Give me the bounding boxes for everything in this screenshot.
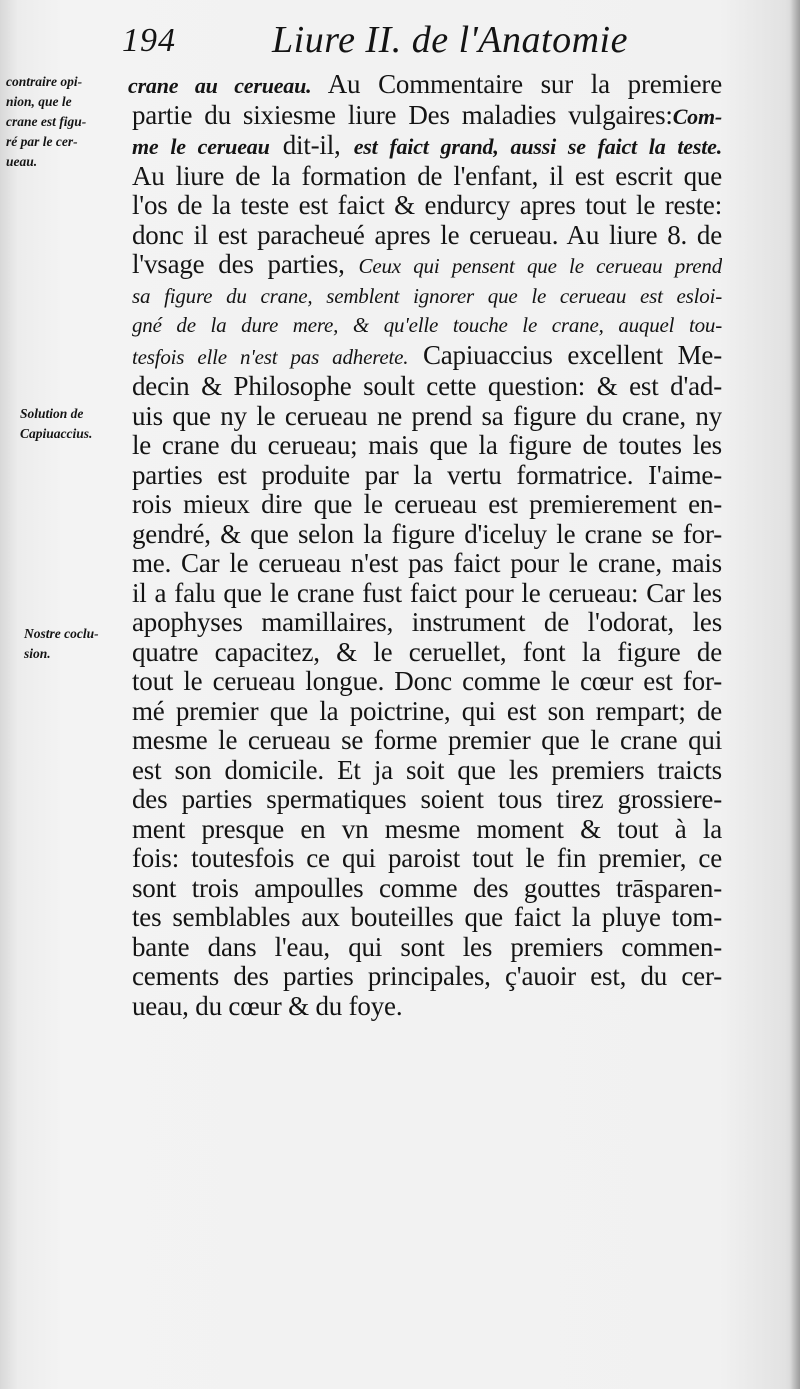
- margin-note-line: ueau.: [6, 154, 38, 169]
- margin-note-solution: [20, 404, 142, 444]
- body-text: [128, 70, 722, 1021]
- text-line: mé premier que la poictrine, qui est son rempart; de: [132, 696, 722, 726]
- text-line: mesme le cerueau se forme premier que le crane qui: [132, 726, 722, 755]
- margin-note-line: ré par le cer-: [6, 134, 78, 149]
- text-line: des parties spermatiques soient tous tirez grossiere-: [132, 785, 722, 814]
- text-line: quatre capacitez, & le ceruellet, font la figure de: [132, 637, 722, 667]
- text-run: dit-il,: [269, 131, 354, 160]
- text-line: [132, 101, 722, 132]
- text-run: partie du sixiesme liure Des maladies vulgaires:: [132, 100, 673, 130]
- text-line: est son domicile. Et ja soit que les premiers traicts: [132, 755, 722, 785]
- margin-note-line: Capiuaccius.: [20, 426, 93, 441]
- text-run: l'vsage des parties,: [132, 250, 359, 279]
- margin-notes: [0, 0, 130, 1389]
- text-line: sa figure du crane, semblent ignorer que le cerueau est esloi-: [132, 283, 722, 308]
- text-line: rois mieux dire que le cerueau est premierement en-: [132, 490, 722, 519]
- text-line: gné de la dure mere, & qu'elle touche le crane, auquel tou-: [132, 313, 722, 337]
- text-run: Au Commentaire sur la premiere: [311, 70, 722, 99]
- text-run: me le cerueau: [132, 134, 270, 159]
- text-line: parties est produite par la vertu formatrice. I'aime-: [132, 460, 722, 490]
- text-line: il a falu que le crane fust faict pour le cerueau: Car les: [132, 578, 722, 608]
- text-run: Ceux qui pensent que le cerueau prend: [358, 254, 722, 278]
- text-line: [132, 131, 722, 162]
- text-line: uis que ny le cerueau ne prend sa figure du crane, ny: [132, 401, 722, 431]
- text-run: Com-: [672, 103, 722, 129]
- margin-note-line: contraire opi-: [6, 74, 83, 89]
- text-line: l'os de la teste est faict & endurcy apres tout le reste:: [132, 191, 722, 220]
- text-run: tesfois elle n'est pas adherete.: [132, 344, 409, 369]
- margin-note-line: nion, que le: [6, 94, 72, 109]
- text-line: tes semblables aux bouteilles que faict la pluye tom-: [132, 903, 722, 932]
- text-line: Au liure de la formation de l'enfant, il est escrit que: [132, 161, 722, 191]
- text-line: sont trois ampoulles comme des gouttes trāsparen-: [132, 873, 722, 903]
- page-number: 194: [122, 22, 176, 59]
- margin-note-line: sion.: [24, 646, 51, 661]
- text-run: crane au cerueau.: [128, 73, 312, 98]
- text-line: le crane du cerueau; mais que la figure de toutes les: [132, 431, 722, 460]
- page-edge-shadow: [790, 0, 800, 1389]
- text-line: cements des parties principales, ç'auoir est, du cer-: [132, 962, 722, 991]
- text-line: donc il est paracheué apres le cerueau. Au liure 8. de: [132, 220, 722, 250]
- text-line: [132, 341, 722, 373]
- text-line: apophyses mamillaires, instrument de l'odorat, les: [132, 608, 722, 637]
- text-run: Capiuaccius excellent Me-: [408, 340, 722, 370]
- text-run: est faict grand, aussi se faict la teste.: [353, 134, 722, 159]
- text-line: tout le cerueau longue. Donc comme le cœur est for-: [132, 667, 722, 696]
- margin-note-conclusion: [24, 624, 146, 664]
- text-line: gendré, & que selon la figure d'iceluy le crane se for-: [132, 519, 722, 549]
- text-line: bante dans l'eau, qui sont les premiers commen-: [132, 932, 722, 962]
- text-line: [128, 70, 722, 101]
- margin-note-contraire-opinion: [6, 72, 128, 172]
- margin-note-line: Nostre coclu-: [24, 626, 99, 641]
- running-title: Liure II. de l'Anatomie: [272, 19, 628, 61]
- text-line: ment presque en vn mesme moment & tout à la: [132, 814, 722, 844]
- margin-note-line: Solution de: [20, 406, 84, 421]
- text-line: decin & Philosophe soult cette question: & est d'ad-: [132, 372, 722, 401]
- text-line: fois: toutesfois ce qui paroist tout le fin premier, ce: [132, 844, 722, 873]
- margin-note-line: crane est figu-: [6, 114, 87, 129]
- text-line: [132, 250, 722, 282]
- text-line: ueau, du cœur & du foye.: [132, 991, 403, 1021]
- text-line: me. Car le cerueau n'est pas faict pour le crane, mais: [132, 549, 722, 578]
